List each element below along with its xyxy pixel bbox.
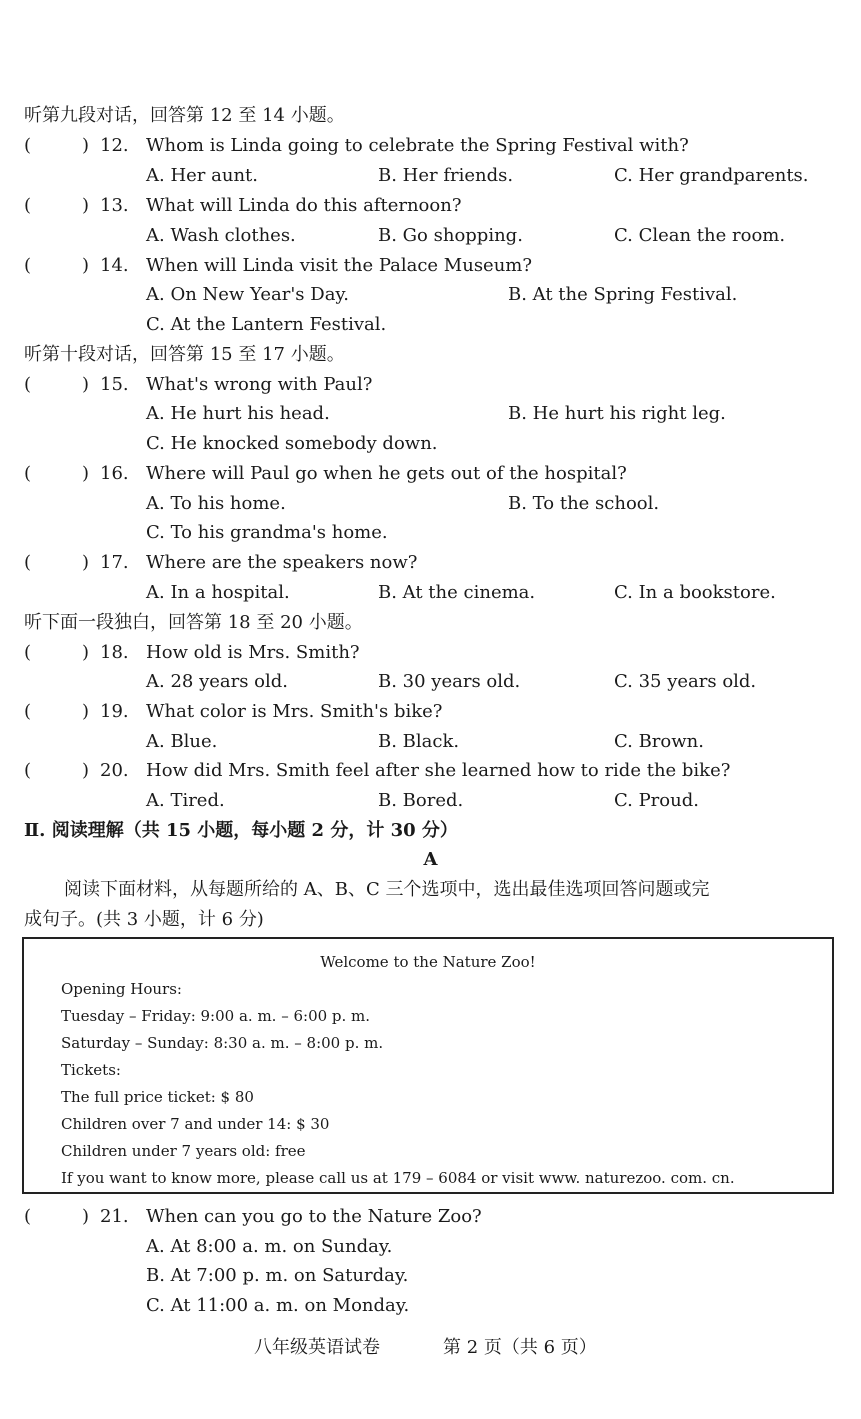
question-number: 12. xyxy=(100,135,129,156)
options-15-c xyxy=(0,430,861,458)
options-21-c xyxy=(0,1292,861,1320)
question-text: When will Linda visit the Palace Museum? xyxy=(146,255,533,276)
option-b: B. Go shopping. xyxy=(378,225,523,246)
option-c: C. Brown. xyxy=(614,731,704,752)
answer-paren-close: ) xyxy=(82,374,90,395)
question-17 xyxy=(0,549,861,577)
notice-line: Saturday – Sunday: 8:30 a. m. – 8:00 p. m. xyxy=(61,1034,384,1052)
question-text: How old is Mrs. Smith? xyxy=(146,642,360,663)
option-c: C. Proud. xyxy=(614,790,699,811)
question-text: What will Linda do this afternoon? xyxy=(146,195,462,216)
option-b: B. At 7:00 p. m. on Saturday. xyxy=(146,1265,409,1286)
answer-paren-open: ( xyxy=(24,195,32,216)
option-a: A. To his home. xyxy=(146,493,286,514)
instructions-text: 成句子。(共 3 小题，计 6 分) xyxy=(24,909,264,930)
question-19 xyxy=(0,698,861,726)
question-number: 20. xyxy=(100,760,129,781)
question-text: When can you go to the Nature Zoo? xyxy=(146,1206,482,1227)
notice-line: Children over 7 and under 14: $ 30 xyxy=(61,1115,330,1133)
question-number: 15. xyxy=(100,374,129,395)
answer-paren-close: ) xyxy=(82,255,90,276)
options-15 xyxy=(0,400,861,428)
question-number: 18. xyxy=(100,642,129,663)
answer-paren-close: ) xyxy=(82,1206,90,1227)
notice-line: Children under 7 years old: free xyxy=(61,1142,306,1160)
footer-exam-title: 八年级英语试卷 xyxy=(254,1337,380,1358)
answer-paren-open: ( xyxy=(24,135,32,156)
answer-paren-open: ( xyxy=(24,374,32,395)
answer-paren-open: ( xyxy=(24,463,32,484)
instructions-line-2 xyxy=(0,906,861,934)
notice-line: The full price ticket: $ 80 xyxy=(61,1088,254,1106)
answer-paren-open: ( xyxy=(24,760,32,781)
option-b: B. He hurt his right leg. xyxy=(508,403,726,424)
passage-label-text: A xyxy=(423,849,438,870)
question-number: 17. xyxy=(100,552,129,573)
options-13 xyxy=(0,222,861,250)
notice-line: Tuesday – Friday: 9:00 a. m. – 6:00 p. m. xyxy=(61,1007,371,1025)
passage-label xyxy=(0,846,861,874)
question-text: Where are the speakers now? xyxy=(146,552,418,573)
question-number: 21. xyxy=(100,1206,129,1227)
option-a: A. Blue. xyxy=(146,731,218,752)
question-15 xyxy=(0,371,861,399)
section-heading xyxy=(0,341,861,369)
notice-line: Opening Hours: xyxy=(61,980,182,998)
instructions-line-1 xyxy=(0,876,861,904)
question-text: Whom is Linda going to celebrate the Spring Festival with? xyxy=(146,135,689,156)
section-heading xyxy=(0,102,861,130)
options-18 xyxy=(0,668,861,696)
notice-title: Welcome to the Nature Zoo! xyxy=(320,953,536,971)
option-a: A. Wash clothes. xyxy=(146,225,296,246)
question-number: 16. xyxy=(100,463,129,484)
option-c: C. 35 years old. xyxy=(614,671,757,692)
option-c: C. At 11:00 a. m. on Monday. xyxy=(146,1295,410,1316)
section-heading-text: 听下面一段独白，回答第 18 至 20 小题。 xyxy=(24,612,363,633)
answer-paren-open: ( xyxy=(24,1206,32,1227)
option-b: B. Bored. xyxy=(378,790,464,811)
option-c: C. In a bookstore. xyxy=(614,582,776,603)
options-17 xyxy=(0,579,861,607)
question-text: Where will Paul go when he gets out of the hospital? xyxy=(146,463,627,484)
question-18 xyxy=(0,639,861,667)
option-a: A. In a hospital. xyxy=(146,582,290,603)
answer-paren-open: ( xyxy=(24,552,32,573)
options-19 xyxy=(0,728,861,756)
answer-paren-close: ) xyxy=(82,552,90,573)
option-b: B. Her friends. xyxy=(378,165,514,186)
option-c: C. He knocked somebody down. xyxy=(146,433,438,454)
option-c: C. At the Lantern Festival. xyxy=(146,314,387,335)
answer-paren-close: ) xyxy=(82,642,90,663)
option-b: B. To the school. xyxy=(508,493,660,514)
answer-paren-close: ) xyxy=(82,760,90,781)
option-c: C. Her grandparents. xyxy=(614,165,809,186)
question-text: How did Mrs. Smith feel after she learned how to ride the bike? xyxy=(146,760,731,781)
footer-page-number: 第 2 页（共 6 页） xyxy=(443,1337,597,1358)
question-number: 13. xyxy=(100,195,129,216)
section-heading-text: 听第十段对话，回答第 15 至 17 小题。 xyxy=(24,344,345,365)
options-21-b xyxy=(0,1262,861,1290)
options-20 xyxy=(0,787,861,815)
question-text: What color is Mrs. Smith's bike? xyxy=(146,701,443,722)
question-text: What's wrong with Paul? xyxy=(146,374,373,395)
question-number: 19. xyxy=(100,701,129,722)
option-c: C. To his grandma's home. xyxy=(146,522,388,543)
option-c: C. Clean the room. xyxy=(614,225,786,246)
question-20 xyxy=(0,757,861,785)
question-14 xyxy=(0,252,861,280)
option-a: A. At 8:00 a. m. on Sunday. xyxy=(146,1236,393,1257)
option-b: B. At the cinema. xyxy=(378,582,536,603)
part-heading-text: Ⅱ. 阅读理解（共 15 小题，每小题 2 分，计 30 分） xyxy=(24,820,458,841)
section-heading xyxy=(0,609,861,637)
option-a: A. On New Year's Day. xyxy=(146,284,349,305)
question-16 xyxy=(0,460,861,488)
answer-paren-open: ( xyxy=(24,701,32,722)
page-footer xyxy=(0,1334,861,1362)
part-heading xyxy=(0,817,861,845)
option-a: A. Her aunt. xyxy=(146,165,258,186)
answer-paren-close: ) xyxy=(82,701,90,722)
option-a: A. He hurt his head. xyxy=(146,403,330,424)
answer-paren-open: ( xyxy=(24,255,32,276)
instructions-text: 阅读下面材料，从每题所给的 A、B、C 三个选项中，选出最佳选项回答问题或完 xyxy=(64,879,710,900)
options-16-c xyxy=(0,519,861,547)
question-12 xyxy=(0,132,861,160)
answer-paren-open: ( xyxy=(24,642,32,663)
answer-paren-close: ) xyxy=(82,135,90,156)
notice-line: If you want to know more, please call us at 179 – 6084 or visit www. naturezoo. com. cn. xyxy=(61,1169,735,1187)
zoo-notice-box xyxy=(22,937,834,1194)
question-13 xyxy=(0,192,861,220)
options-21-a xyxy=(0,1233,861,1261)
section-heading-text: 听第九段对话，回答第 12 至 14 小题。 xyxy=(24,105,345,126)
notice-line: Tickets: xyxy=(61,1061,121,1079)
options-14-c xyxy=(0,311,861,339)
option-b: B. 30 years old. xyxy=(378,671,521,692)
answer-paren-close: ) xyxy=(82,195,90,216)
options-12 xyxy=(0,162,861,190)
option-a: A. 28 years old. xyxy=(146,671,289,692)
option-b: B. Black. xyxy=(378,731,460,752)
option-b: B. At the Spring Festival. xyxy=(508,284,738,305)
options-14 xyxy=(0,281,861,309)
answer-paren-close: ) xyxy=(82,463,90,484)
option-a: A. Tired. xyxy=(146,790,225,811)
question-number: 14. xyxy=(100,255,129,276)
question-21 xyxy=(0,1203,861,1231)
options-16 xyxy=(0,490,861,518)
